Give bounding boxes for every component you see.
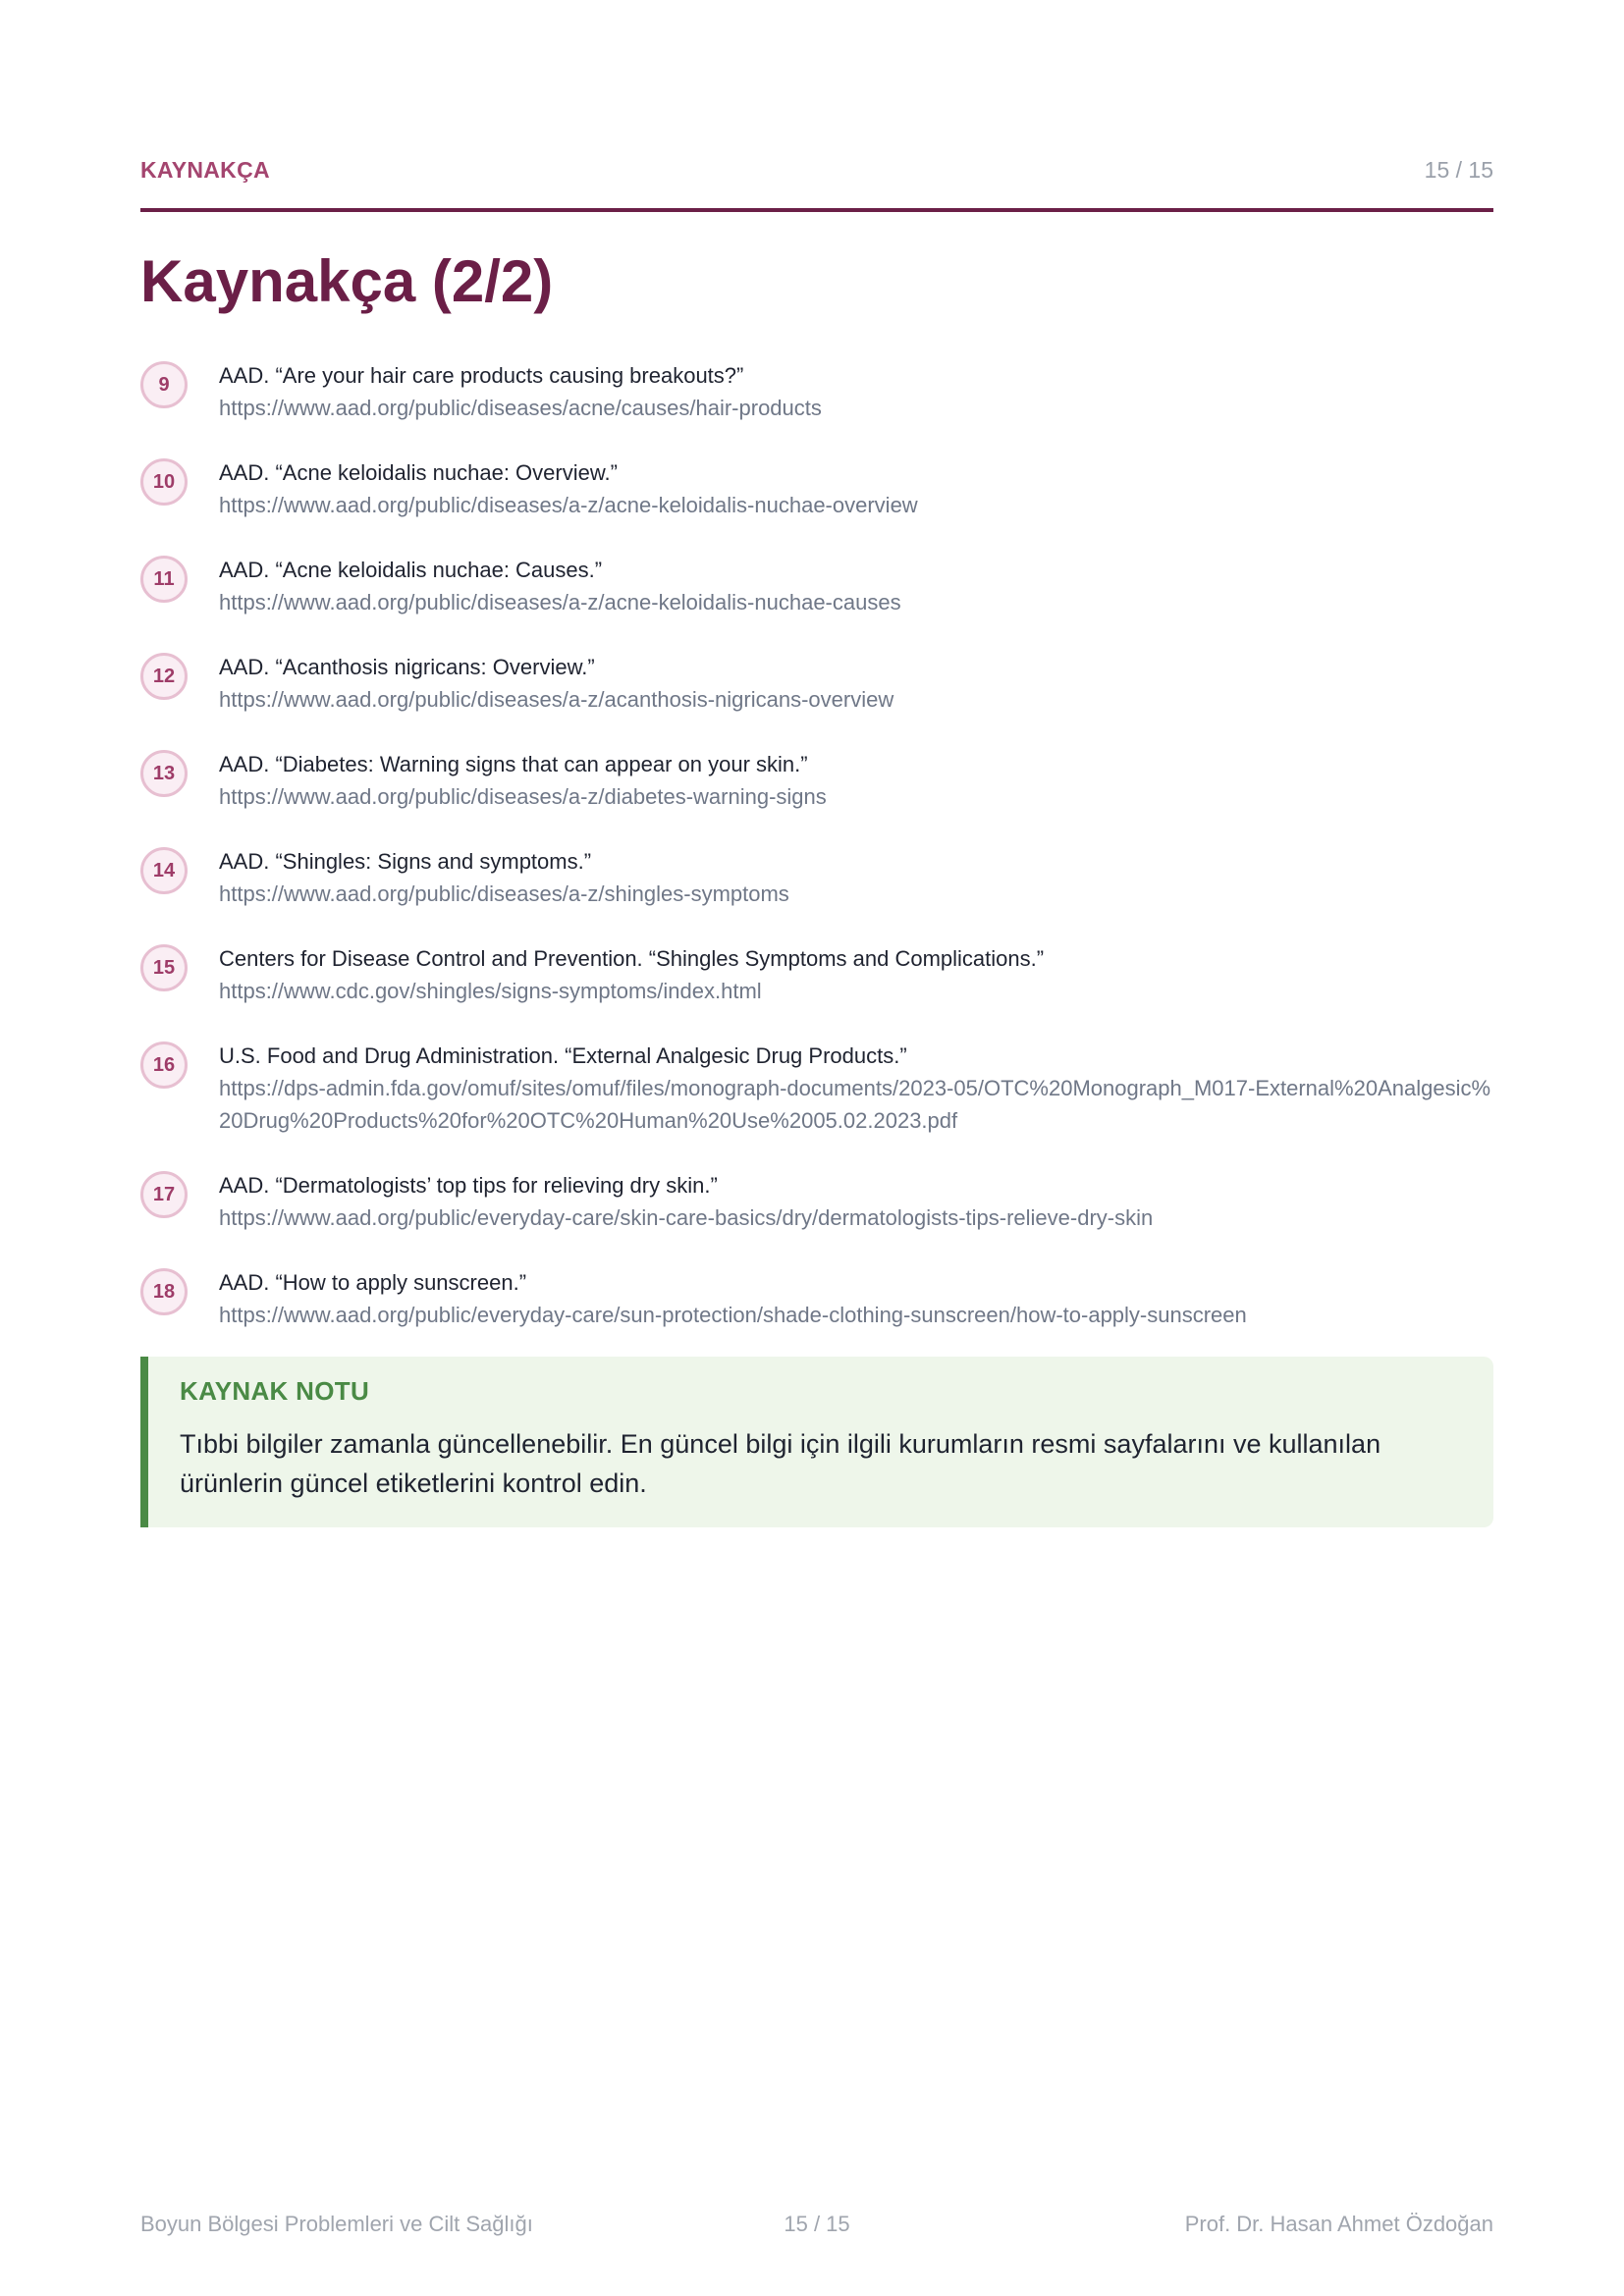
reference-link[interactable]: https://dps-admin.fda.gov/omuf/sites/omuf/files/monograph-documents/2023-05/OTC%20Monograph_M017-External%20Analgesic%20Drug%20Products%20for%20OTC%20Human%20Use%2005.02.2023.pdf <box>219 1076 1491 1133</box>
reference-link[interactable]: https://www.aad.org/public/diseases/a-z/acanthosis-nigricans-overview <box>219 687 894 712</box>
reference-title: AAD. “Acanthosis nigricans: Overview.” <box>219 655 595 679</box>
reference-title: AAD. “Diabetes: Warning signs that can appear on your skin.” <box>219 752 808 776</box>
reference-list <box>140 359 1493 1363</box>
reference-number-badge: 18 <box>140 1268 188 1315</box>
document-page <box>140 0 1493 2296</box>
reference-item <box>140 456 1493 521</box>
reference-title: AAD. “How to apply sunscreen.” <box>219 1270 527 1295</box>
reference-link[interactable]: https://www.aad.org/public/diseases/a-z/acne-keloidalis-nuchae-overview <box>219 493 918 517</box>
reference-number-badge: 15 <box>140 944 188 991</box>
reference-number-badge: 12 <box>140 653 188 700</box>
reference-title: U.S. Food and Drug Administration. “External Analgesic Drug Products.” <box>219 1043 907 1068</box>
reference-title: AAD. “Dermatologists’ top tips for relieving dry skin.” <box>219 1173 718 1198</box>
reference-item <box>140 845 1493 910</box>
reference-number-badge: 10 <box>140 458 188 506</box>
reference-link[interactable]: https://www.aad.org/public/diseases/a-z/diabetes-warning-signs <box>219 784 827 809</box>
source-note-box <box>140 1357 1493 1527</box>
page-header <box>140 153 1493 212</box>
reference-number-badge: 9 <box>140 361 188 408</box>
header-page-number: 15 / 15 <box>1424 157 1493 183</box>
page-footer <box>140 2212 1493 2241</box>
reference-item <box>140 942 1493 1007</box>
reference-item <box>140 359 1493 424</box>
reference-link[interactable]: https://www.aad.org/public/diseases/a-z/shingles-symptoms <box>219 881 789 906</box>
reference-number-badge: 13 <box>140 750 188 797</box>
reference-number-badge: 14 <box>140 847 188 894</box>
source-note-title: KAYNAK NOTU <box>180 1376 370 1406</box>
reference-link[interactable]: https://www.cdc.gov/shingles/signs-symptoms/index.html <box>219 979 762 1003</box>
reference-title: AAD. “Shingles: Signs and symptoms.” <box>219 849 592 874</box>
reference-item <box>140 651 1493 716</box>
footer-document-title: Boyun Bölgesi Problemleri ve Cilt Sağlığı <box>140 2212 533 2236</box>
page-title: Kaynakça (2/2) <box>140 248 554 314</box>
header-section-label: KAYNAKÇA <box>140 157 270 183</box>
footer-author: Prof. Dr. Hasan Ahmet Özdoğan <box>1184 2212 1493 2236</box>
reference-item <box>140 1040 1493 1137</box>
reference-item <box>140 748 1493 813</box>
reference-title: AAD. “Acne keloidalis nuchae: Overview.” <box>219 460 618 485</box>
reference-link[interactable]: https://www.aad.org/public/everyday-care/sun-protection/shade-clothing-sunscreen/how-to-apply-sunscreen <box>219 1303 1247 1327</box>
reference-link[interactable]: https://www.aad.org/public/diseases/a-z/acne-keloidalis-nuchae-causes <box>219 590 901 614</box>
reference-item <box>140 554 1493 618</box>
source-note-text: Tıbbi bilgiler zamanla güncellenebilir. En güncel bilgi için ilgili kurumların resmi sayfalarını ve kullanılan ürünlerin güncel etiketlerini kontrol edin. <box>180 1429 1381 1498</box>
reference-title: AAD. “Are your hair care products causing breakouts?” <box>219 363 744 388</box>
reference-number-badge: 11 <box>140 556 188 603</box>
reference-item <box>140 1169 1493 1234</box>
reference-title: AAD. “Acne keloidalis nuchae: Causes.” <box>219 558 603 582</box>
reference-number-badge: 17 <box>140 1171 188 1218</box>
reference-link[interactable]: https://www.aad.org/public/diseases/acne/causes/hair-products <box>219 396 822 420</box>
footer-page-number: 15 / 15 <box>784 2212 850 2236</box>
reference-link[interactable]: https://www.aad.org/public/everyday-care/skin-care-basics/dry/dermatologists-tips-relieve-dry-skin <box>219 1205 1154 1230</box>
reference-item <box>140 1266 1493 1331</box>
reference-title: Centers for Disease Control and Prevention. “Shingles Symptoms and Complications.” <box>219 946 1045 971</box>
reference-number-badge: 16 <box>140 1041 188 1089</box>
